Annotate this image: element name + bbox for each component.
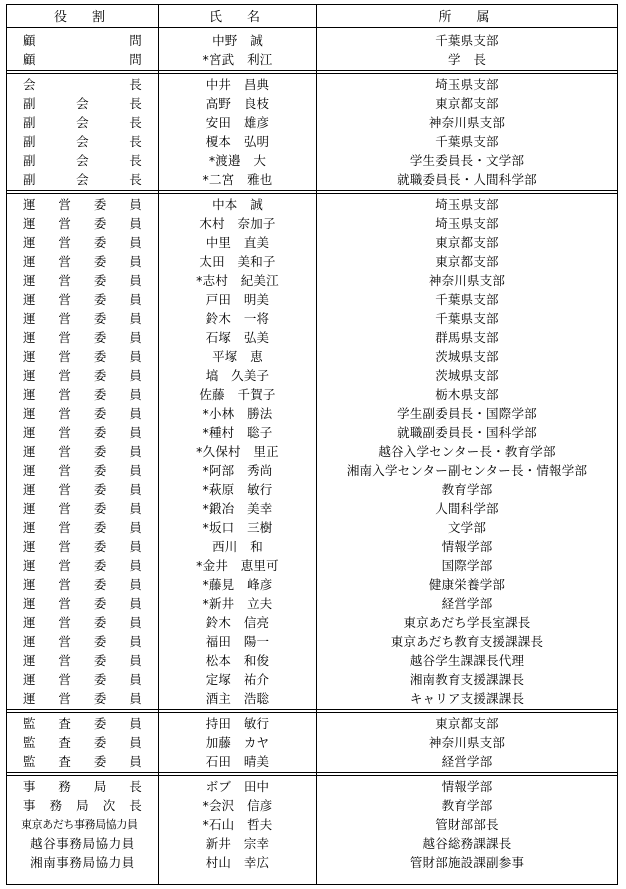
cell-role: 顧 問 [23,52,142,67]
cell-name: 中井 昌典 [205,77,270,92]
cell-affiliation: 学 長 [447,52,487,67]
cell-affiliation: 千葉県支部 [435,292,499,307]
cell-affiliation: 越谷学生課課長代理 [409,653,525,668]
cell-role: 運 営 委 員 [23,596,142,611]
cell-name: 鈴木 信亮 [205,615,270,630]
cell-affiliation: 教育学部 [441,482,493,497]
cell-role: 運 営 委 員 [23,653,142,668]
cell-name: 中本 誠 [212,197,263,212]
cell-affiliation: 経営学部 [441,596,493,611]
cell-name: 石田 晴美 [205,754,270,769]
cell-role: 運 営 委 員 [23,254,142,269]
cell-affiliation: 埼玉県支部 [435,77,499,92]
cell-role: 副 会 長 [23,134,142,149]
cell-affiliation: 文学部 [447,520,487,535]
cell-affiliation: 就職副委員長・国科学部 [397,425,537,440]
cell-affiliation: 管財部施設課副参事 [409,855,525,870]
section-divider [7,70,617,74]
cell-name: 松本 和俊 [205,653,270,668]
cell-affiliation: 東京都支部 [435,716,499,731]
cell-name: ボブ 田中 [205,779,270,794]
cell-affiliation: 栃木県支部 [435,387,499,402]
cell-role: 運 営 委 員 [23,501,142,516]
cell-name: *志村 紀美江 [196,273,279,288]
header-name: 氏 名 [208,10,266,25]
cell-name: 木村 奈加子 [199,216,276,231]
cell-name: 戸田 明美 [205,292,270,307]
cell-name: 榎本 弘明 [205,134,270,149]
cell-role: 副 会 長 [23,96,142,111]
cell-affiliation: 千葉県支部 [435,134,499,149]
cell-affiliation: 茨城県支部 [435,349,499,364]
cell-affiliation: 学生副委員長・国際学部 [397,406,537,421]
cell-affiliation: 千葉県支部 [435,33,499,48]
cell-name: 高野 良枝 [205,96,270,111]
cell-affiliation: 埼玉県支部 [435,216,499,231]
cell-role: 運 営 委 員 [23,235,142,250]
cell-name: *小林 勝法 [202,406,273,421]
cell-role: 運 営 委 員 [23,216,142,231]
cell-affiliation: 東京あだち教育支援課課長 [390,634,544,649]
cell-affiliation: 神奈川県支部 [428,273,506,288]
cell-role: 運 営 委 員 [23,387,142,402]
cell-affiliation: 就職委員長・人間科学部 [397,172,537,187]
cell-affiliation: 神奈川県支部 [428,115,506,130]
cell-name: *二宮 雅也 [202,172,273,187]
cell-name: 平塚 恵 [212,349,263,364]
cell-role: 監 査 委 員 [23,735,142,750]
cell-name: 持田 敏行 [205,716,270,731]
cell-role: 運 営 委 員 [23,615,142,630]
cell-role: 湘南事務局協力員 [30,855,135,870]
cell-role: 監 査 委 員 [23,716,142,731]
cell-affiliation: 千葉県支部 [435,311,499,326]
cell-affiliation: 人間科学部 [435,501,499,516]
cell-name: *宮武 利江 [202,52,273,67]
cell-name: *会沢 信彦 [202,798,273,813]
cell-name: *石山 哲夫 [202,817,273,832]
cell-affiliation: 茨城県支部 [435,368,499,383]
cell-name: *久保村 里正 [196,444,279,459]
cell-name: 加藤 カヤ [205,735,270,750]
cell-name: *種村 聡子 [202,425,273,440]
cell-affiliation: 情報学部 [441,539,493,554]
cell-affiliation: 東京都支部 [435,96,499,111]
cell-name: *萩原 敏行 [202,482,273,497]
cell-affiliation: 教育学部 [441,798,493,813]
cell-affiliation: 越谷総務課課長 [422,836,512,851]
cell-affiliation: 情報学部 [441,779,493,794]
cell-role: 運 営 委 員 [23,577,142,592]
cell-affiliation: キャリア支援課課長 [409,691,525,706]
cell-role: 運 営 委 員 [23,634,142,649]
cell-name: 定塚 祐介 [205,672,270,687]
cell-role: 越谷事務局協力員 [30,836,135,851]
cell-role: 運 営 委 員 [23,311,142,326]
cell-role: 運 営 委 員 [23,406,142,421]
cell-affiliation: 東京都支部 [435,235,499,250]
cell-affiliation: 埼玉県支部 [435,197,499,212]
cell-role: 事 務 局 長 [23,779,142,794]
cell-name: 安田 雄彦 [205,115,270,130]
cell-name: *阿部 秀尚 [202,463,273,478]
cell-name: *金井 恵里可 [196,558,279,573]
cell-role: 運 営 委 員 [23,691,142,706]
section-divider [7,709,617,713]
cell-affiliation: 東京都支部 [435,254,499,269]
cell-role: 顧 問 [23,33,142,48]
cell-role: 運 営 委 員 [23,520,142,535]
cell-affiliation: 湘南入学センター副センター長・情報学部 [346,463,588,478]
cell-name: *坂口 三樹 [202,520,273,535]
cell-role: 運 営 委 員 [23,273,142,288]
cell-affiliation: 国際学部 [441,558,493,573]
cell-name: 酒主 浩聡 [205,691,270,706]
cell-name: 鈴木 一将 [205,311,270,326]
cell-name: *藤見 峰彦 [202,577,273,592]
header-affiliation: 所 属 [438,10,496,25]
cell-name: 石塚 弘美 [205,330,270,345]
cell-role: 運 営 委 員 [23,425,142,440]
cell-role: 副 会 長 [23,115,142,130]
cell-name: *新井 立夫 [202,596,273,611]
cell-role: 運 営 委 員 [23,482,142,497]
cell-affiliation: 神奈川県支部 [428,735,506,750]
cell-name: 塙 久美子 [205,368,270,383]
section-divider [7,772,617,776]
cell-name: 福田 陽一 [205,634,270,649]
section-divider [7,190,617,194]
cell-affiliation: 経営学部 [441,754,493,769]
cell-affiliation: 管財部部長 [435,817,499,832]
cell-role: 副 会 長 [23,172,142,187]
cell-name: 新井 宗幸 [205,836,270,851]
cell-role: 副 会 長 [23,153,142,168]
officer-table [6,4,618,885]
cell-name: 佐藤 千賀子 [199,387,276,402]
cell-role: 運 営 委 員 [23,558,142,573]
cell-affiliation: 湘南教育支援課課長 [409,672,525,687]
cell-role: 運 営 委 員 [23,349,142,364]
cell-affiliation: 群馬県支部 [435,330,499,345]
cell-name: 村山 幸広 [205,855,270,870]
cell-name: 西川 和 [212,539,263,554]
cell-role: 運 営 委 員 [23,330,142,345]
cell-affiliation: 健康栄養学部 [428,577,506,592]
cell-affiliation: 越谷入学センター長・教育学部 [378,444,556,459]
cell-role: 運 営 委 員 [23,368,142,383]
header-role: 役 割 [53,10,111,25]
cell-name: 太田 美和子 [199,254,276,269]
cell-role: 運 営 委 員 [23,197,142,212]
cell-role: 運 営 委 員 [23,463,142,478]
cell-role: 会 長 [23,77,142,92]
cell-affiliation: 学生委員長・文学部 [409,153,525,168]
cell-role: 東京あだち事務局協力員 [21,818,138,831]
cell-name: *渡邉 大 [208,153,267,168]
header-divider [7,27,617,28]
cell-name: 中野 誠 [212,33,263,48]
cell-role: 運 営 委 員 [23,539,142,554]
cell-role: 事 務 局 次 長 [23,798,142,813]
cell-affiliation: 東京あだち学長室課長 [403,615,531,630]
cell-role: 運 営 委 員 [23,672,142,687]
cell-role: 監 査 委 員 [23,754,142,769]
cell-role: 運 営 委 員 [23,292,142,307]
cell-role: 運 営 委 員 [23,444,142,459]
cell-name: 中里 直美 [205,235,270,250]
cell-name: *鍛冶 美幸 [202,501,273,516]
